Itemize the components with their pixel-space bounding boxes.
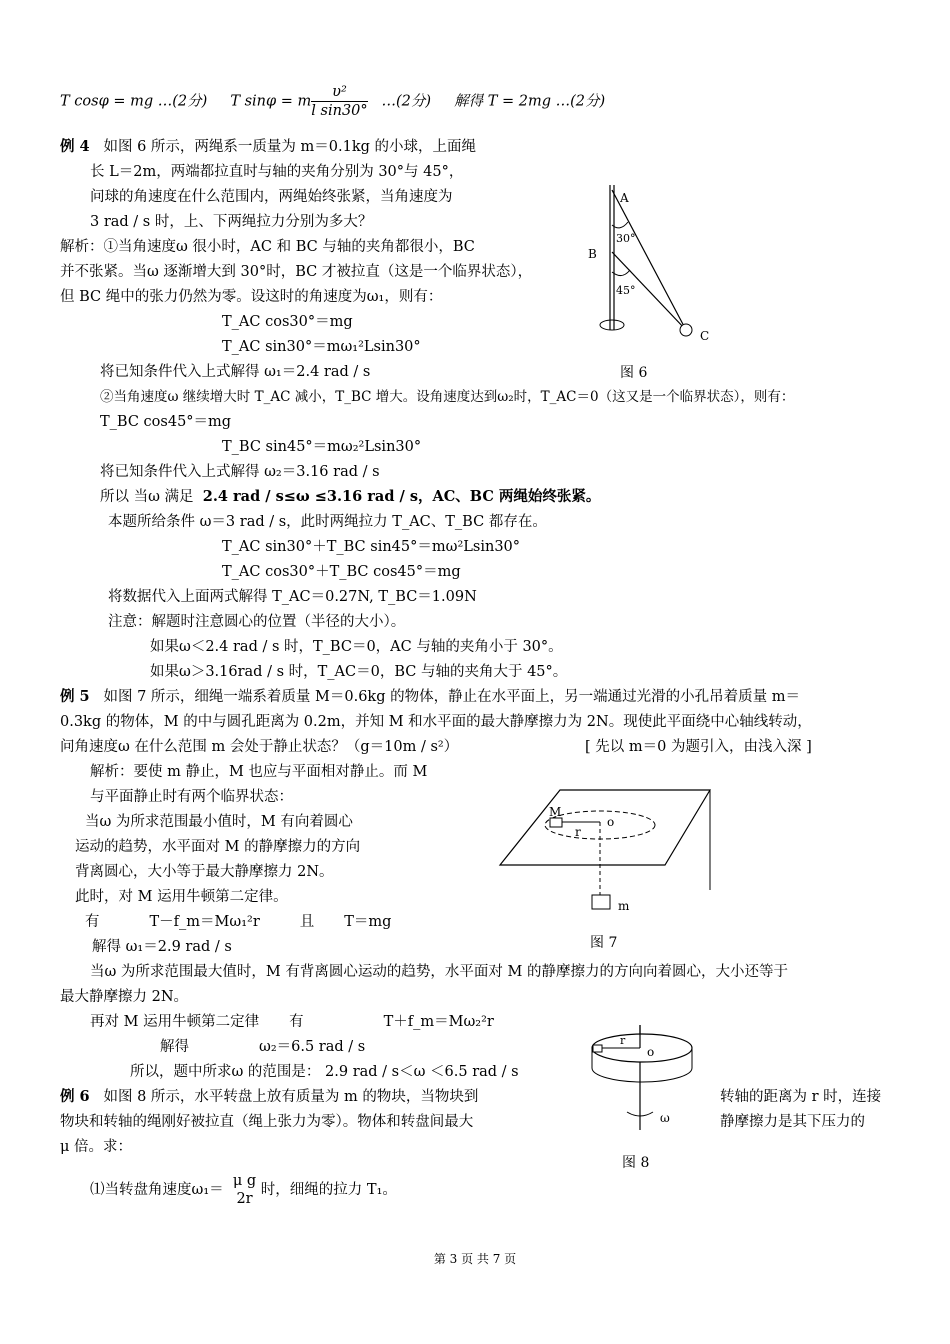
ex5-line10: 当ω 为所求范围最大值时，M 有背离圆心运动的趋势，水平面对 M 的静摩擦力的方向向着圆心，大小还等于 [90, 964, 788, 980]
ex4-label: 例 4 [60, 138, 90, 155]
ex5-label: 例 5 [60, 688, 90, 705]
ex5-line11: 最大静摩擦力 2N。 [60, 989, 189, 1005]
figure-6-caption: 图 6 [620, 365, 648, 381]
ex5-line7: 运动的趋势，水平面对 M 的静摩擦力的方向 [75, 839, 361, 855]
ex4-line7: 但 BC 绳中的张力仍然为零。设这时的角速度为ω₁，则有： [60, 289, 443, 305]
ex4-line6: 并不张紧。当ω 逐渐增大到 30°时，BC 才被拉直（这是一个临界状态）， [60, 264, 533, 280]
ex4-eq9: 将数据代入上面两式解得 T_AC＝0.27N, T_BC＝1.09N [108, 589, 477, 605]
equation-tcos: T cosφ = mg …(2分) [60, 93, 208, 110]
figure-6-label-c: C [700, 329, 710, 343]
ex4-line9: 本题所给条件 ω＝3 rad / s，此时两绳拉力 T_AC、T_BC 都存在。 [108, 514, 547, 530]
score-note: …(2分) [381, 93, 432, 110]
ex6-line1-right: 转轴的距离为 r 时，连接 [720, 1089, 882, 1105]
ex4-line4: 3 rad / s 时，上、下两绳拉力分别为多大？ [90, 214, 373, 230]
ex4-eq2: T_AC sin30°＝mω₁²Lsin30° [222, 339, 421, 355]
figure-8-label-r: r [620, 1034, 626, 1047]
ex5-eq1: 有 T－f_m＝Mω₁²r 且 T＝mg [85, 914, 392, 930]
figure-7-diagram [495, 780, 725, 920]
ex4-eq8: T_AC cos30°＋T_BC cos45°＝mg [222, 564, 461, 580]
equation-line-top [60, 83, 605, 120]
ex4-eq7: T_AC sin30°＋T_BC sin45°＝mω²Lsin30° [222, 539, 521, 555]
figure-6-diagram [580, 180, 720, 350]
ex6-line1: 例 6 如图 8 所示，水平转盘上放有质量为 m 的物块，当物块到 [60, 1088, 479, 1105]
ex5-eq2: 解得 ω₁＝2.9 rad / s [92, 939, 232, 955]
ex5-line9: 此时，对 M 运用牛顿第二定律。 [75, 889, 288, 905]
equation-result: 解得 T = 2mg …(2分) [454, 93, 606, 110]
ex5-line6: 当ω 为所求范围最小值时，M 有向着圆心 [85, 814, 353, 830]
ex5-line4: 解析：要使 m 静止，M 也应与平面相对静止。而 M [90, 764, 428, 780]
ex5-eq3: 解得 ω₂＝6.5 rad / s [160, 1039, 366, 1055]
figure-7-label-r: r [575, 825, 581, 839]
page-footer: 第 3 页 共 7 页 [433, 1252, 517, 1266]
fraction-v2-over-lsin30: $\frac{\text{υ²}}{\text{l sin30°}}$ [311, 84, 368, 119]
fraction-mug-over-2r: μ g 2r [232, 1173, 257, 1207]
ex5-line8: 背离圆心，大小等于最大静摩擦力 2N。 [75, 864, 334, 880]
figure-8-label-omega: ω [660, 1111, 670, 1125]
ex6-line2-right: 静摩擦力是其下压力的 [720, 1114, 865, 1130]
ex5-line3-note: [ 先以 m＝0 为题引入，由浅入深 ] [585, 739, 812, 755]
figure-6-label-a: A [620, 191, 629, 205]
ex4-line1: 例 4 如图 6 所示，两绳系一质量为 m＝0.1kg 的小球，上面绳 [60, 138, 477, 155]
ex5-line2: 0.3kg 的物体，M 的中与圆孔距离为 0.2m，并知 M 和水平面的最大静摩擦力为 2N。现使此平面绕中心轴线转动， [60, 714, 812, 730]
figure-6-label-b: B [588, 247, 597, 261]
ex4-eq1: T_AC cos30°＝mg [222, 314, 353, 330]
figure-7-label-big-m: M [549, 805, 562, 819]
ex5-line12: 再对 M 运用牛顿第二定律 有 T＋f_m＝Mω₂²r [90, 1014, 494, 1030]
figure-8-label-o: o [647, 1045, 655, 1059]
equation-tsin: T sinφ = m [230, 93, 312, 110]
figure-8-diagram [585, 1020, 710, 1135]
ex4-eq3: 将已知条件代入上式解得 ω₁＝2.4 rad / s [100, 364, 371, 380]
figure-8-caption: 图 8 [622, 1155, 650, 1171]
ex6-line2: 物块和转轴的绳刚好被拉直（绳上张力为零）。物体和转盘间最大 [60, 1114, 474, 1130]
ex4-eq4: T_BC cos45°＝mg [100, 414, 232, 430]
ex4-note2: 如果ω＜2.4 rad / s 时，T_BC＝0，AC 与轴的夹角小于 30°。 [150, 639, 563, 655]
ex4-note3: 如果ω＞3.16rad / s 时，T_AC＝0，BC 与轴的夹角大于 45°。 [150, 664, 568, 680]
ex5-line5: 与平面静止时有两个临界状态： [90, 789, 293, 805]
figure-6-angle-45: 45° [616, 284, 636, 297]
ex4-line3: 问球的角速度在什么范围内，两绳始终张紧，当角速度为 [90, 189, 453, 205]
figure-7-label-m: m [618, 899, 630, 913]
figure-7-label-o: o [607, 815, 615, 829]
ex6-line3: μ 倍。求： [60, 1139, 133, 1155]
ex5-line1: 例 5 如图 7 所示，细绳一端系着质量 M＝0.6kg 的物体，静止在水平面上，另一端通过光滑的小孔吊着质量 m＝ [60, 688, 800, 705]
ex6-label: 例 6 [60, 1088, 90, 1105]
ex4-line5: 解析：①当角速度ω 很小时，AC 和 BC 与轴的夹角都很小，BC [60, 239, 475, 255]
ex4-conclusion: 所以 当ω 满足 2.4 rad / s≤ω ≤3.16 rad / s，AC、BC 两绳始终张紧。 [100, 488, 601, 505]
ex4-line8: ②当角速度ω 继续增大时 T_AC 减小，T_BC 增大。设角速度达到ω₂时，T_AC＝0（这又是一个临界状态），则有： [100, 389, 795, 405]
ex4-eq6: 将已知条件代入上式解得 ω₂＝3.16 rad / s [100, 464, 380, 480]
ex5-line3: 问角速度ω 在什么范围 m 会处于静止状态？（g＝10m / s²） [60, 739, 459, 755]
ex4-note1: 注意：解题时注意圆心的位置（半径的大小）。 [108, 614, 406, 630]
figure-7-caption: 图 7 [590, 935, 618, 951]
ex5-conclusion: 所以，题中所求ω 的范围是： 2.9 rad / s＜ω ＜6.5 rad / s [130, 1064, 519, 1080]
ex4-eq5: T_BC sin45°＝mω₂²Lsin30° [222, 439, 422, 455]
ex4-line2: 长 L＝2m，两端都拉直时与轴的夹角分别为 30°与 45°， [90, 164, 464, 180]
ex6-question1: ⑴当转盘角速度ω₁＝ μ g 2r 时，细绳的拉力 T₁。 [90, 1173, 397, 1207]
figure-6-angle-30: 30° [616, 232, 636, 245]
